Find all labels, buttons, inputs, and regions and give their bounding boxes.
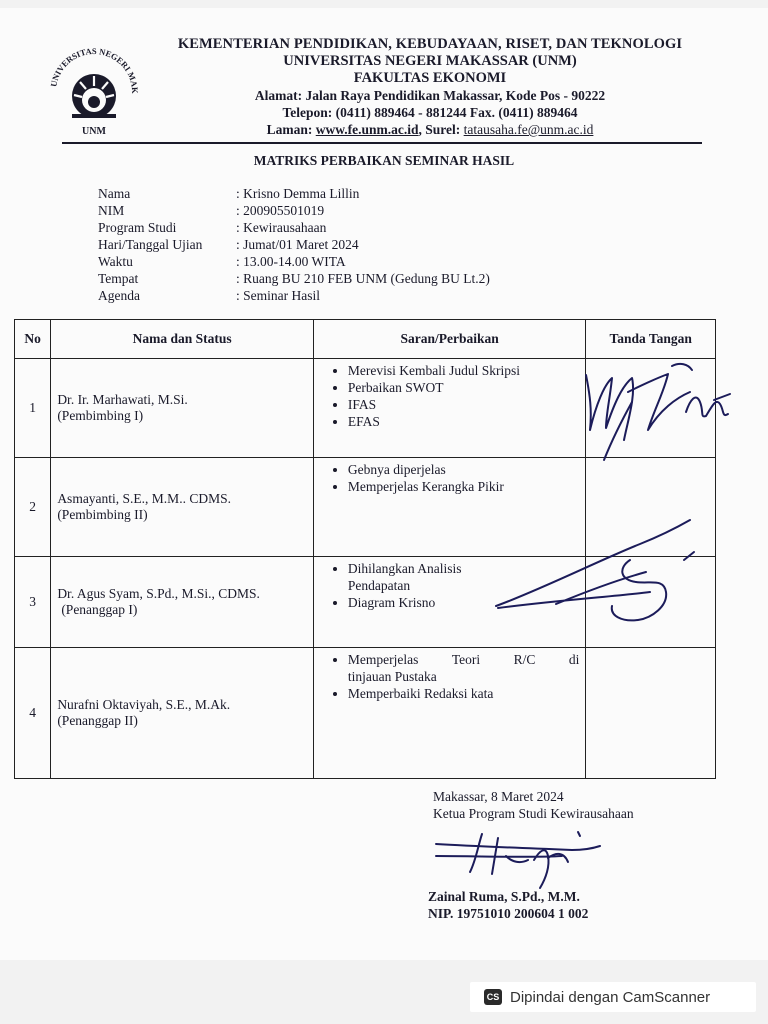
- examiner-name: Dr. Agus Syam, S.Pd., M.Si., CDMS.: [57, 586, 260, 601]
- row-number: 3: [15, 557, 51, 648]
- justified-line: [348, 651, 579, 668]
- table-header-row: [15, 320, 716, 359]
- header-no: No: [15, 320, 51, 359]
- row-number: 4: [15, 648, 51, 779]
- camscanner-text: Dipindai dengan CamScanner: [510, 988, 711, 1006]
- info-value: : 200905501019: [236, 203, 325, 218]
- info-label: Waktu: [98, 254, 133, 269]
- header-nama: Nama dan Status: [51, 320, 314, 359]
- email-link[interactable]: tatausaha.fe@unm.ac.id: [463, 122, 594, 137]
- camscanner-watermark: [470, 982, 756, 1012]
- word: di: [568, 652, 580, 667]
- table-row: [15, 359, 716, 458]
- website-link[interactable]: www.fe.unm.ac.id: [315, 122, 419, 137]
- table-row: [15, 648, 716, 779]
- examiner-status: (Penanggap II): [57, 713, 138, 728]
- examiner-cell: [51, 359, 314, 458]
- revision-list: [320, 651, 579, 702]
- signature-cell: [586, 458, 716, 557]
- unm-logo: [42, 40, 146, 140]
- signer-position: Ketua Program Studi Kewirausahaan: [433, 806, 634, 821]
- list-item: • IFAS: [348, 396, 579, 413]
- info-label: Tempat: [98, 271, 139, 286]
- document-title: MATRIKS PERBAIKAN SEMINAR HASIL: [253, 153, 515, 168]
- list-item: • Memperbaiki Redaksi kata: [348, 685, 579, 702]
- student-info: [98, 185, 490, 304]
- list-item: • Merevisi Kembali Judul Skripsi: [348, 362, 579, 379]
- info-label: Program Studi: [98, 220, 177, 235]
- camscanner-icon: CS: [484, 989, 502, 1005]
- address-line: Alamat: Jalan Raya Pendidikan Makassar, Kode Pos - 90222: [254, 88, 606, 103]
- revision-cell: [313, 648, 585, 779]
- signer-block: [428, 888, 588, 922]
- examiner-cell: [51, 458, 314, 557]
- revision-cell: [313, 458, 585, 557]
- signature-cell: [586, 648, 716, 779]
- list-item: [348, 651, 579, 685]
- revision-cell: [313, 557, 585, 648]
- word: Teori: [451, 652, 481, 667]
- info-row: [98, 202, 490, 219]
- list-item: • Memperjelas Kerangka Pikir: [348, 478, 579, 495]
- signer-nip: NIP. 19751010 200604 1 002: [428, 906, 589, 921]
- info-value: : Jumat/01 Maret 2024: [236, 237, 359, 252]
- word: • Memperjelas: [347, 652, 419, 667]
- revision-list: [320, 362, 579, 430]
- row-number: 2: [15, 458, 51, 557]
- examiner-status: (Penanggap I): [61, 602, 138, 617]
- header-ttd: Tanda Tangan: [586, 320, 716, 359]
- examiner-cell: [51, 557, 314, 648]
- signature-cell: [586, 359, 716, 458]
- list-item-continuation: tinjauan Pustaka: [347, 669, 437, 684]
- table-row: [15, 557, 716, 648]
- info-row: [98, 253, 490, 270]
- header-saran: Saran/Perbaikan: [313, 320, 585, 359]
- signer-name: Zainal Ruma, S.Pd., M.M.: [428, 889, 580, 904]
- list-item: • Diagram Krisno: [348, 594, 579, 611]
- logo-bottom-text: UNM: [82, 126, 106, 137]
- info-label: Agenda: [98, 288, 140, 303]
- info-value: : Seminar Hasil: [236, 288, 320, 303]
- info-value: : Kewirausahaan: [236, 220, 327, 235]
- info-value: : 13.00-14.00 WITA: [236, 254, 346, 269]
- info-row: [98, 236, 490, 253]
- phone-line: Telepon: (0411) 889464 - 881244 Fax. (0411) 889464: [282, 105, 578, 120]
- revision-matrix: [14, 319, 716, 779]
- info-row: [98, 219, 490, 236]
- examiner-cell: [51, 648, 314, 779]
- info-value: : Krisno Demma Lillin: [236, 186, 360, 201]
- info-value: : Ruang BU 210 FEB UNM (Gedung BU Lt.2): [236, 271, 490, 286]
- ministry-name: KEMENTERIAN PENDIDIKAN, KEBUDAYAAN, RISET, DAN TEKNOLOGI: [177, 36, 683, 52]
- letterhead: [150, 36, 710, 138]
- table-row: [15, 458, 716, 557]
- word: R/C: [513, 652, 536, 667]
- info-label: NIM: [98, 203, 125, 218]
- web-line: [150, 121, 710, 138]
- list-item: • Perbaikan SWOT: [348, 379, 579, 396]
- info-label: Hari/Tanggal Ujian: [98, 237, 203, 252]
- signature-cell: [586, 557, 716, 648]
- examiner-name: Asmayanti, S.E., M.M.. CDMS.: [57, 491, 231, 506]
- revision-list: [320, 560, 579, 611]
- row-number: 1: [15, 359, 51, 458]
- faculty-name: FAKULTAS EKONOMI: [353, 70, 507, 86]
- revision-list: [320, 461, 579, 495]
- logo-ring-text: UNIVERSITAS NEGERI MAK: [48, 45, 141, 94]
- info-row: [98, 270, 490, 287]
- examiner-status: (Pembimbing II): [57, 507, 148, 522]
- email-prefix: , Surel:: [418, 122, 464, 137]
- list-item: • Gebnya diperjelas: [348, 461, 579, 478]
- info-row: [98, 185, 490, 202]
- examiner-status: (Pembimbing I): [57, 408, 144, 423]
- examiner-name: Nurafni Oktaviyah, S.E., M.Ak.: [57, 697, 231, 712]
- university-name: UNIVERSITAS NEGERI MAKASSAR (UNM): [283, 53, 577, 69]
- revision-cell: [313, 359, 585, 458]
- letterhead-divider: [62, 142, 702, 144]
- list-item: • EFAS: [348, 413, 579, 430]
- examiner-name: Dr. Ir. Marhawati, M.Si.: [57, 392, 188, 407]
- info-row: [98, 287, 490, 304]
- list-item: • Dihilangkan Analisis Pendapatan: [348, 560, 518, 594]
- web-prefix: Laman:: [266, 122, 316, 137]
- info-label: Nama: [98, 186, 131, 201]
- place-date: Makassar, 8 Maret 2024: [433, 789, 564, 804]
- closing-block: [433, 788, 634, 822]
